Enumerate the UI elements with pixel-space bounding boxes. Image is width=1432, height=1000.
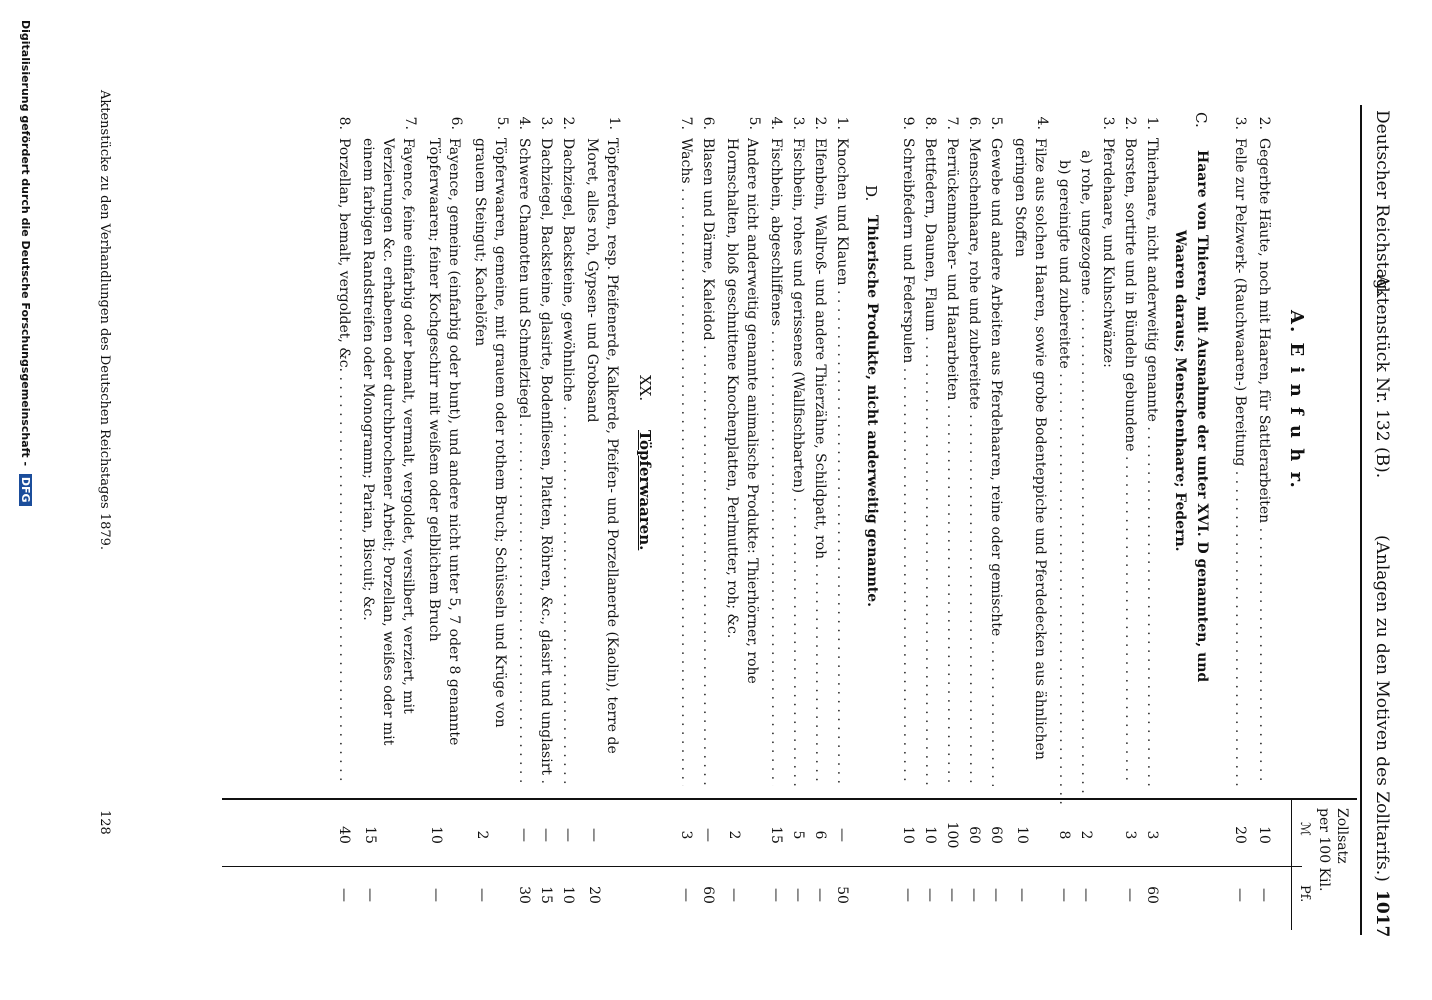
item-description: b) gereinigte und zubereitete . . . bbox=[1056, 138, 1072, 808]
rate-pf: — bbox=[474, 888, 490, 902]
rate-pf: 50 bbox=[834, 886, 850, 904]
rate-mark: 100 bbox=[944, 821, 960, 849]
rate-pf: 30 bbox=[516, 886, 532, 904]
item-number: 2. bbox=[812, 116, 828, 130]
mark-column-label: ℳ bbox=[1297, 822, 1312, 836]
rate-pf: — bbox=[768, 888, 784, 902]
rate-mark: 6 bbox=[812, 830, 828, 840]
section-d-letter: D. bbox=[862, 185, 880, 202]
table-row bbox=[958, 0, 982, 1000]
rate-pf: — bbox=[726, 888, 742, 902]
dfg-note bbox=[19, 20, 32, 506]
table-row bbox=[718, 0, 762, 1000]
header-reichstag: Deutscher Reichstag. bbox=[1372, 110, 1392, 295]
item-description: Wachs . . . bbox=[678, 138, 694, 786]
rate-mark: 60 bbox=[988, 826, 1004, 844]
table-row bbox=[530, 0, 554, 1000]
item-description: Thierhaare, nicht anderweitig genannte . . . bbox=[1144, 138, 1160, 786]
item-description: Fayence, gemeine (einfarbig oder bunt), und andere nicht unter 5, 7 oder 8 genannte Töpferwaaren; feiner Kochgeschirr mit weißem oder gelblichem Bruch bbox=[426, 138, 462, 746]
rate-pf: — bbox=[944, 888, 960, 902]
item-number: 4. bbox=[1034, 116, 1050, 130]
item-description: Töpfererden, resp. Pfeifenerde, Kalkerde, Pfeifen- und Porzellanerde (Kaolin), terre de Moret, alles roh, Gypsen- und Grobsand bbox=[584, 138, 620, 754]
section-c-letter: C. bbox=[1192, 112, 1210, 128]
item-number: 2. bbox=[1256, 116, 1272, 130]
table-row bbox=[354, 0, 418, 1000]
item-number: 5. bbox=[988, 116, 1004, 130]
table-row bbox=[980, 0, 1004, 1000]
rate-mark: 3 bbox=[678, 830, 694, 840]
rate-mark: 15 bbox=[362, 826, 378, 844]
section-xx-numeral: XX. bbox=[636, 375, 654, 402]
item-description: Gewebe und andere Arbeiten aus Pferdehaaren, reine oder gemischte . . . bbox=[988, 138, 1004, 786]
item-description: Pferdehaare, und Kuhschwänze: bbox=[1100, 138, 1116, 368]
footer-page-number: 128 bbox=[97, 810, 112, 835]
item-description: Bettfedern, Daunen, Flaum . . . bbox=[922, 138, 938, 786]
item-description: Töpferwaaren, gemeine, mit grauem oder rothem Bruch; Schüsseln und Krüge von grauem Steingut; Kachelöfen bbox=[472, 138, 508, 728]
rate-pf: 60 bbox=[700, 886, 716, 904]
rate-mark: 10 bbox=[1256, 826, 1272, 844]
rate-mark: — bbox=[560, 828, 576, 842]
item-description: Felle zur Pelzwerk- (Rauchwaaren-) Bereitung . . . bbox=[1232, 138, 1248, 786]
rate-mark: 10 bbox=[428, 826, 444, 844]
zollsatz-heading: Zollsatz bbox=[1334, 808, 1350, 864]
item-number: 6. bbox=[966, 116, 982, 130]
rate-mark: 5 bbox=[790, 830, 806, 840]
rate-pf: 15 bbox=[538, 886, 554, 904]
rate-pf: — bbox=[1014, 888, 1030, 902]
rate-pf: — bbox=[1056, 888, 1072, 902]
table-row bbox=[1114, 0, 1138, 1000]
table-row bbox=[826, 0, 850, 1000]
item-description: Fischbein, abgeschliffenes . . . bbox=[768, 138, 784, 786]
dfg-logo: DFG bbox=[19, 474, 32, 506]
rate-pf: — bbox=[336, 888, 352, 902]
table-row bbox=[466, 0, 510, 1000]
rate-pf: — bbox=[988, 888, 1004, 902]
item-number: 6. bbox=[700, 116, 716, 130]
rate-mark: 60 bbox=[966, 826, 982, 844]
table-row bbox=[760, 0, 784, 1000]
rate-mark: 10 bbox=[922, 826, 938, 844]
item-description: Dachziegel, Backsteine, glasirte, Bodenfliesen, Platten, Röhren, &c., glasirt und unglasirt . . . bbox=[538, 138, 554, 786]
rate-pf: — bbox=[922, 888, 938, 902]
rate-mark: — bbox=[700, 828, 716, 842]
item-description: a) rohe, ungezogene . . . bbox=[1078, 138, 1094, 798]
item-number: 4. bbox=[768, 116, 784, 130]
table-row bbox=[328, 0, 352, 1000]
table-row bbox=[1092, 0, 1116, 1000]
rate-pf: — bbox=[900, 888, 916, 902]
rate-mark: 3 bbox=[1144, 830, 1160, 840]
section-d-title: Thierische Produkte, nicht anderweitig genannte. bbox=[864, 215, 880, 608]
item-number: 8. bbox=[922, 116, 938, 130]
section-c-title: Haare von Thieren, mit Ausnahme der unter XVI. D genannten, und bbox=[1194, 150, 1210, 683]
dfg-note-text: Digitalisierung gefördert durch die Deutsche Forschungsgemeinschaft - bbox=[19, 20, 32, 467]
header-page-number: 1017 bbox=[1372, 890, 1392, 938]
rate-mark: — bbox=[538, 828, 554, 842]
item-number: 7. bbox=[944, 116, 960, 130]
footer-aktenstuecke: Aktenstücke zu den Verhandlungen des Deutschen Reichstages 1879. bbox=[97, 90, 112, 551]
table-row bbox=[1070, 0, 1094, 1000]
rate-pf: — bbox=[812, 888, 828, 902]
item-description: Schreibfedern und Federspulen . . . bbox=[900, 138, 916, 786]
table-row bbox=[1248, 0, 1272, 1000]
item-number: 8. bbox=[336, 116, 352, 130]
rate-pf: — bbox=[678, 888, 694, 902]
rate-mark: 10 bbox=[1014, 826, 1030, 844]
rate-mark: — bbox=[516, 828, 532, 842]
rate-mark: 2 bbox=[1078, 830, 1094, 840]
table-row bbox=[552, 0, 576, 1000]
rate-pf: 10 bbox=[560, 886, 576, 904]
item-number: 3. bbox=[1232, 116, 1248, 130]
table-row bbox=[420, 0, 464, 1000]
column-heading-rule bbox=[1291, 800, 1292, 930]
item-number: 5. bbox=[494, 116, 510, 130]
table-row bbox=[1136, 0, 1160, 1000]
rate-mark: 20 bbox=[1232, 826, 1248, 844]
table-row bbox=[1224, 0, 1248, 1000]
item-description: Schwere Chamotten und Schmelztiegel . . . bbox=[516, 138, 532, 786]
rate-mark: 10 bbox=[900, 826, 916, 844]
item-number: 7. bbox=[402, 116, 418, 130]
item-description: Filze aus solchen Haaren, sowie grobe Bodenteppiche und Pferdedecken aus ähnlichen geringen Stoffen bbox=[1012, 138, 1048, 760]
item-description: Menschenhaare, rohe und zubereitete . . . bbox=[966, 138, 982, 786]
table-row bbox=[1048, 0, 1072, 1000]
item-number: 3. bbox=[1100, 116, 1116, 130]
item-number: 1. bbox=[606, 116, 622, 130]
item-description: Gegerbte Häute, noch mit Haaren, für Sattlerarbeiten . . . bbox=[1256, 138, 1272, 786]
table-row bbox=[670, 0, 694, 1000]
item-number: 9. bbox=[900, 116, 916, 130]
rate-mark: 2 bbox=[474, 830, 490, 840]
item-number: 5. bbox=[746, 116, 762, 130]
item-description: Dachziegel, Backsteine, gewöhnliche . . . bbox=[560, 138, 576, 786]
rate-mark: — bbox=[834, 828, 850, 842]
table-row bbox=[782, 0, 806, 1000]
rate-pf: — bbox=[362, 888, 378, 902]
item-description: Porzellan, bemalt, vergoldet, &c. . . . bbox=[336, 138, 352, 786]
rate-mark: 8 bbox=[1056, 830, 1072, 840]
rate-pf: — bbox=[1122, 888, 1138, 902]
item-number: 6. bbox=[448, 116, 464, 130]
rate-pf: — bbox=[966, 888, 982, 902]
rate-mark: 3 bbox=[1122, 830, 1138, 840]
header-rule bbox=[1360, 105, 1362, 935]
item-number: 2. bbox=[560, 116, 576, 130]
table-row bbox=[508, 0, 532, 1000]
rate-mark: 2 bbox=[726, 830, 742, 840]
rate-pf: 60 bbox=[1144, 886, 1160, 904]
item-description: Andere nicht anderweitig genannte animalische Produkte: Thierhörner, rohe Hornschalten, bloß geschnittene Knochenplatten, Perlmutter, roh; &c. bbox=[724, 138, 760, 684]
item-description: Borsten, sortirte und in Bündeln gebundene . . . bbox=[1122, 138, 1138, 786]
item-number: 1. bbox=[834, 116, 850, 130]
rate-pf: — bbox=[1232, 888, 1248, 902]
table-row bbox=[578, 0, 622, 1000]
item-number: 4. bbox=[516, 116, 532, 130]
rate-mark: 15 bbox=[768, 826, 784, 844]
rate-mark: — bbox=[586, 828, 602, 842]
section-xx-title: Töpferwaaren. bbox=[636, 430, 654, 551]
header-aktenstueck: Aktenstück Nr. 132 (B). bbox=[1372, 275, 1392, 479]
main-heading: A. E i n f u h r. bbox=[1286, 310, 1307, 490]
table-row bbox=[914, 0, 938, 1000]
item-description: Fayence, feine einfarbig oder bemalt, vermalt, vergoldet, versilbert, verziert, mit Verzierungen &c. erhabenen oder durchbrochener Arbeit; Porzellan, weißes oder mit einem farbigen Randstreifen oder Monogramm; Parian, Biscuit; &c. bbox=[360, 138, 416, 746]
item-number: 2. bbox=[1122, 116, 1138, 130]
item-description: Perrückenmacher- und Haararbeiten . . . bbox=[944, 138, 960, 786]
rate-mark: 40 bbox=[336, 826, 352, 844]
table-row bbox=[892, 0, 916, 1000]
table-row bbox=[936, 0, 960, 1000]
page-header bbox=[1352, 0, 1392, 1000]
table-row bbox=[804, 0, 828, 1000]
pf-column-label: Pf. bbox=[1297, 885, 1312, 903]
item-description: Knochen und Klauen . . . bbox=[834, 138, 850, 786]
section-c-title-continued: Waaren daraus; Menschenhaare; Federn. bbox=[1172, 230, 1188, 552]
item-number: 1. bbox=[1144, 116, 1160, 130]
table-row bbox=[1006, 0, 1050, 1000]
header-anlagen: (Anlagen zu den Motiven des Zolltarifs.) bbox=[1372, 535, 1392, 882]
item-description: Elfenbein, Wallroß- und andere Thierzähne, Schildpatt, roh . . . bbox=[812, 138, 828, 786]
rate-pf: — bbox=[1256, 888, 1272, 902]
item-description: Blasen und Därme, Kaleidod . . . bbox=[700, 138, 716, 786]
item-number: 7. bbox=[678, 116, 694, 130]
rate-pf: 20 bbox=[586, 886, 602, 904]
rate-pf: — bbox=[790, 888, 806, 902]
item-description: Fischbein, rohes und gerissenes (Wallfischbarten) . . . bbox=[790, 138, 806, 786]
zollsatz-unit: per 100 Kil. bbox=[1316, 808, 1332, 892]
item-number: 3. bbox=[538, 116, 554, 130]
rate-pf: — bbox=[1078, 888, 1094, 902]
rate-pf: — bbox=[428, 888, 444, 902]
item-number: 3. bbox=[790, 116, 806, 130]
table-row bbox=[692, 0, 716, 1000]
